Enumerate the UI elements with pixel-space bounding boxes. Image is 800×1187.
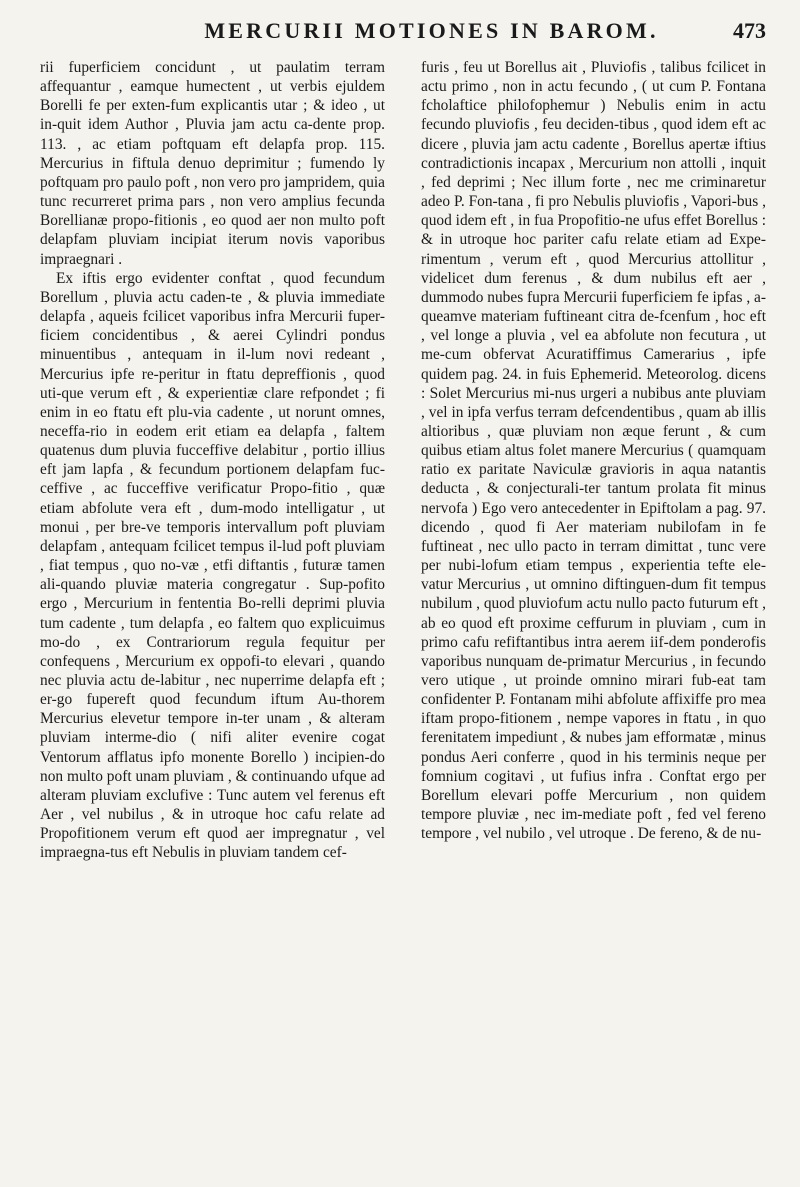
page-number: 473 [733, 18, 766, 43]
text-columns [40, 58, 766, 863]
left-paragraph-1: rii fuperficiem concidunt , ut paulatim terram affequantur , eamque humectent , ut verbis ejuldem Borelli fe per exten-fum explicantis utar ; & ideo , ut in-quit idem Author , Pluvia jam actu ca-dente prop. 113. , ac etiam poftquam eft delapfa prop. 115. Mercurius in fiftula denuo deprimitur ; fumendo ly poftquam pro paulo poft , non vero pro jampridem, quia tunc recurreret prima pars , non vero amplius fecunda Borellianæ propo-fitionis , eo quod aer non multo poft delapfam pluviam incipiat iterum novis vaporibus impraegnari . [40, 59, 385, 268]
running-head [40, 18, 766, 54]
right-column [421, 58, 766, 863]
left-column [40, 58, 385, 863]
right-paragraph-1: furis , feu ut Borellus ait , Pluviofis , talibus fcilicet in actu primo , non in actu fecundo , ( ut cum P. Fontana fcholaftice philofophemur ) Nebulis enim in actu fecundo pluviofis , feu deciden-tibus , quod idem eft ac dicere , pluvia jam actu cadente , Borellus apertæ iftius contradictionis incapax , Mercurium non attolli , inquit , fed deprimi ; Nec illum forte , nec me criminaretur adeo P. Fon-tana , fi pro Nebulis pluviofis , Vapori-bus , quod idem eft , in fua Propofitio-ne ufus effet Borellus : & in utroque hoc pariter cafu relate etiam ad Expe-rimentum , verum eft , quod Mercurius attollitur , videlicet dum ferenus , & dum nubilus eft aer , dummodo nubes fupra Mercurii fuperficiem fe ipfas , a-queamve materiam fuftineant citra de-fcenfum , hoc eft , vel longe a pluvia , vel ea abfolute non fecutura , ut me-cum obfervat Acuratiffimus Camerarius , ipfe quidem pag. 24. in fuis Ephemerid. Meteorolog. dicens : Solet Mercurius mi-nus urgeri a nubibus ante pluviam , vel in ipfa verfus terram defcendentibus , quam ab illis altioribus , quæ pluviam non æque ferunt , & cum quibus etiam altus folet manere Mercurius ( quamquam ratio ex paritate Naviculæ gravioris in aqua natantis deducta , & conjecturali-ter tantum prolata fit minus nervofa ) Ego vero antecedenter in Epiftolam a pag. 97. dicendo , quod fi Aer materiam nubilofam in fe fuftineat , nec ullo pacto in terram dimittat , tunc vere per nubi-lofum etiam tempus , experientia tefte ele-vatur Mercurius , ut omnino diftinguen-dum fit tempus nubilum , quod pluviofum actu nullo pacto futurum eft , ab eo quod eft proxime ceffurum in pluviam , cum in primo cafu refiftantibus intra aerem iif-dem ponderofis vaporibus nunquam de-primatur Mercurius , in fecundo vero utique , ut proinde omnino mirari fub-eat tam confidenter P. Fontanam mihi abfolute affixiffe pro mea iftam propo-fitionem , nempe vapores in ftatu , in quo ferenitatem impediunt , & nubes jam efformatæ , minus pondus Aeri conferre , quod in his terminis neque per fomnium cogitavi , ut fufius infra . Conftat ergo per Borellum elevari poffe Mercurium , non quidem tempore pluviæ , nec im-mediate poft , fed vel fereno tempore , vel nubilo , vel utroque . De fereno, & de nu- [421, 59, 766, 843]
left-paragraph-2: Ex iftis ergo evidenter conftat , quod fecundum Borellum , pluvia actu caden-te , & pluvia immediate delapfa , aqueis fcilicet vaporibus infra Mercurii fuper-ficiem concidentibus , & aerei Cylindri pondus minuentibus , antequam in il-lum novi redeant , Mercurius ipfe re-peritur in ftatu depreffionis , quod uti-que verum eft , & experientiæ clare refpondet ; fi enim in eo ftatu eft plu-via cadente , ut norunt omnes, neceffa-rio in eodem erit etiam ea delapfa , faltem quatenus dum pluvia fucceffive delabitur , portio illius eft jam lapfa , & fecundum portionem delapfam fuc-ceffive , ac fucceffive verificatur Propo-fitio , quæ etiam abfolute vera eft , dum-modo intelligatur , ut monui , per bre-ve temporis intervallum poft pluviam delapfam , antequam fcilicet tempus il-lud poft pluviam , fiat tempus , quo no-væ , etfi diftantis , futuræ tamen ali-quando pluviæ materia congregatur . Sup-pofito ergo , Mercurium in fententia Bo-relli deprimi pluvia tum cadente , tum delapfa , eo faltem quo explicuimus mo-do , ex Contrariorum regula fequitur per confequens , Mercurium ex oppofi-to elevari , quando nec pluvia actu de-labitur , nec nuperrime delapfa eft ; er-go fupereft quod fecundum iftum Au-thorem Mercurius elevetur tempore in-ter unam , & alteram pluviam interme-dio ( nifi aliter evenire cogat Ventorum afflatus ipfo monente Borello ) incipien-do non multo poft unam pluviam , & continuando ufque ad alteram pluviam exclufive : Tunc autem vel ferenus eft Aer , vel nubilus , & in utroque hoc cafu relate ad Propofitionem verum eft quod aer impregnatur , vel impraegna-tus eft Nebulis in pluviam tandem cef- [40, 269, 385, 862]
running-title: MERCURII MOTIONES IN BAROM. [204, 18, 659, 43]
